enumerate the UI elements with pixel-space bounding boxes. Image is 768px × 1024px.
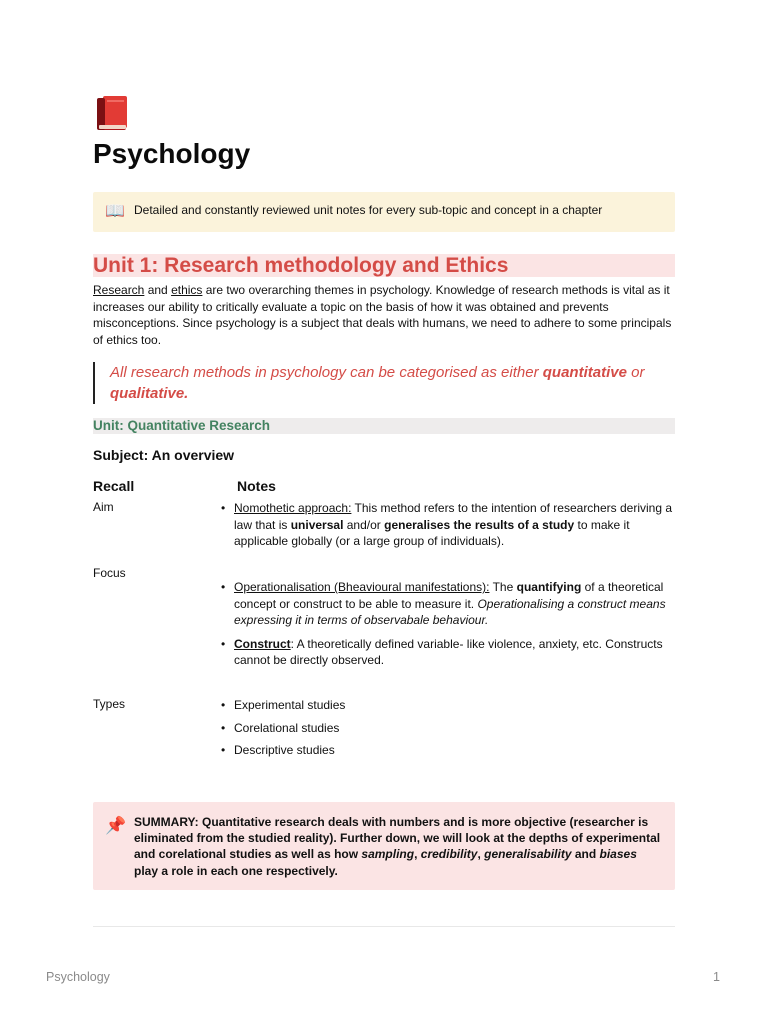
page-number: 1 <box>713 970 720 984</box>
list-item <box>221 500 675 550</box>
note-bold: quantifying <box>516 580 582 594</box>
operationalisation-term: Operationalisation (Bheavioural manifestations): <box>234 580 490 594</box>
note-text: This method refers to the intention of researchers deriving a law that is <box>234 501 673 532</box>
research-term: Research <box>93 283 145 297</box>
list-item: • Descriptive studies <box>221 742 675 759</box>
footer-title: Psychology <box>46 970 110 984</box>
red-book-icon <box>93 94 129 132</box>
nomothetic-term: Nomothetic approach: <box>234 501 352 515</box>
recall-column-header: Recall <box>93 478 135 494</box>
info-callout <box>93 192 675 232</box>
quote-text-2: or <box>626 364 645 381</box>
summary-callout <box>93 802 675 890</box>
summary-italic: sampling <box>361 847 415 862</box>
note-text: and/or <box>343 517 385 532</box>
note-text: The <box>489 580 517 594</box>
recall-label-types: Types <box>93 697 126 711</box>
summary-italic: generalisability <box>484 847 572 862</box>
summary-part: SUMMARY: Quantitative research deals with numbers and is more objective (researcher is eliminated from the studied reality). Further down, we will look at the depths of experimental and corelational studies as well as how <box>134 815 661 862</box>
note-bold: universal <box>290 517 344 532</box>
intro-paragraph <box>93 282 675 348</box>
summary-part: , <box>477 847 485 862</box>
intro-text-1: and <box>144 283 172 297</box>
notes-list-focus <box>221 579 675 669</box>
list-item <box>221 579 675 629</box>
notes-list-aim <box>221 500 675 550</box>
note-bold: generalises the results of a study <box>384 517 575 532</box>
list-item <box>221 636 675 669</box>
ethics-term: ethics <box>171 283 203 297</box>
callout-text: Detailed and constantly reviewed unit notes for every sub-topic and concept in a chapter <box>134 203 603 217</box>
note-text: of a theoretical concept or construct to be able to measure it. <box>234 580 664 611</box>
recall-label-focus: Focus <box>93 566 126 580</box>
note-text: to make it applicable globally (or a large group of individuals). <box>234 517 630 548</box>
divider <box>93 926 675 927</box>
summary-text <box>134 814 664 879</box>
open-book-icon: 📖 <box>105 203 125 220</box>
note-italic: Operationalising a construct means expressing it in terms of observabale behaviour. <box>234 596 666 627</box>
summary-part: , <box>414 847 421 862</box>
pushpin-icon: 📌 <box>105 816 127 835</box>
section-heading: Unit: Quantitative Research <box>93 418 675 434</box>
summary-part: and <box>571 847 600 862</box>
summary-italic: biases <box>599 847 637 862</box>
list-item: • Experimental studies <box>221 697 675 714</box>
construct-term: Construct <box>234 636 291 651</box>
notes-list-types <box>221 697 675 759</box>
quote-qualitative: qualitative. <box>110 385 189 402</box>
subject-heading: Subject: An overview <box>93 447 235 463</box>
quote-quantitative: quantitative <box>542 364 627 381</box>
highlight-quote <box>93 362 675 404</box>
unit-heading: Unit 1: Research methodology and Ethics <box>93 254 675 277</box>
note-text: : A theoretically defined variable- like violence, anxiety, etc. Constructs cannot be directly observed. <box>234 636 663 667</box>
summary-part: play a role in each one respectively. <box>134 863 338 878</box>
quote-text-1: All research methods in psychology can be categorised as either <box>110 364 543 381</box>
recall-label-aim: Aim <box>93 500 114 514</box>
summary-italic: credibility <box>420 847 478 862</box>
notes-column-header: Notes <box>237 478 276 494</box>
page-title: Psychology <box>93 138 251 169</box>
list-item: • Corelational studies <box>221 720 675 737</box>
intro-text-2: are two overarching themes in psychology. Knowledge of research methods is vital as it increases our ability to critically evaluate a topic on the basis of how it was obtained and prevents misconceptions. Since psychology is a subject that deals with humans, we need to adhere to some principals of ethics too. <box>93 283 672 347</box>
